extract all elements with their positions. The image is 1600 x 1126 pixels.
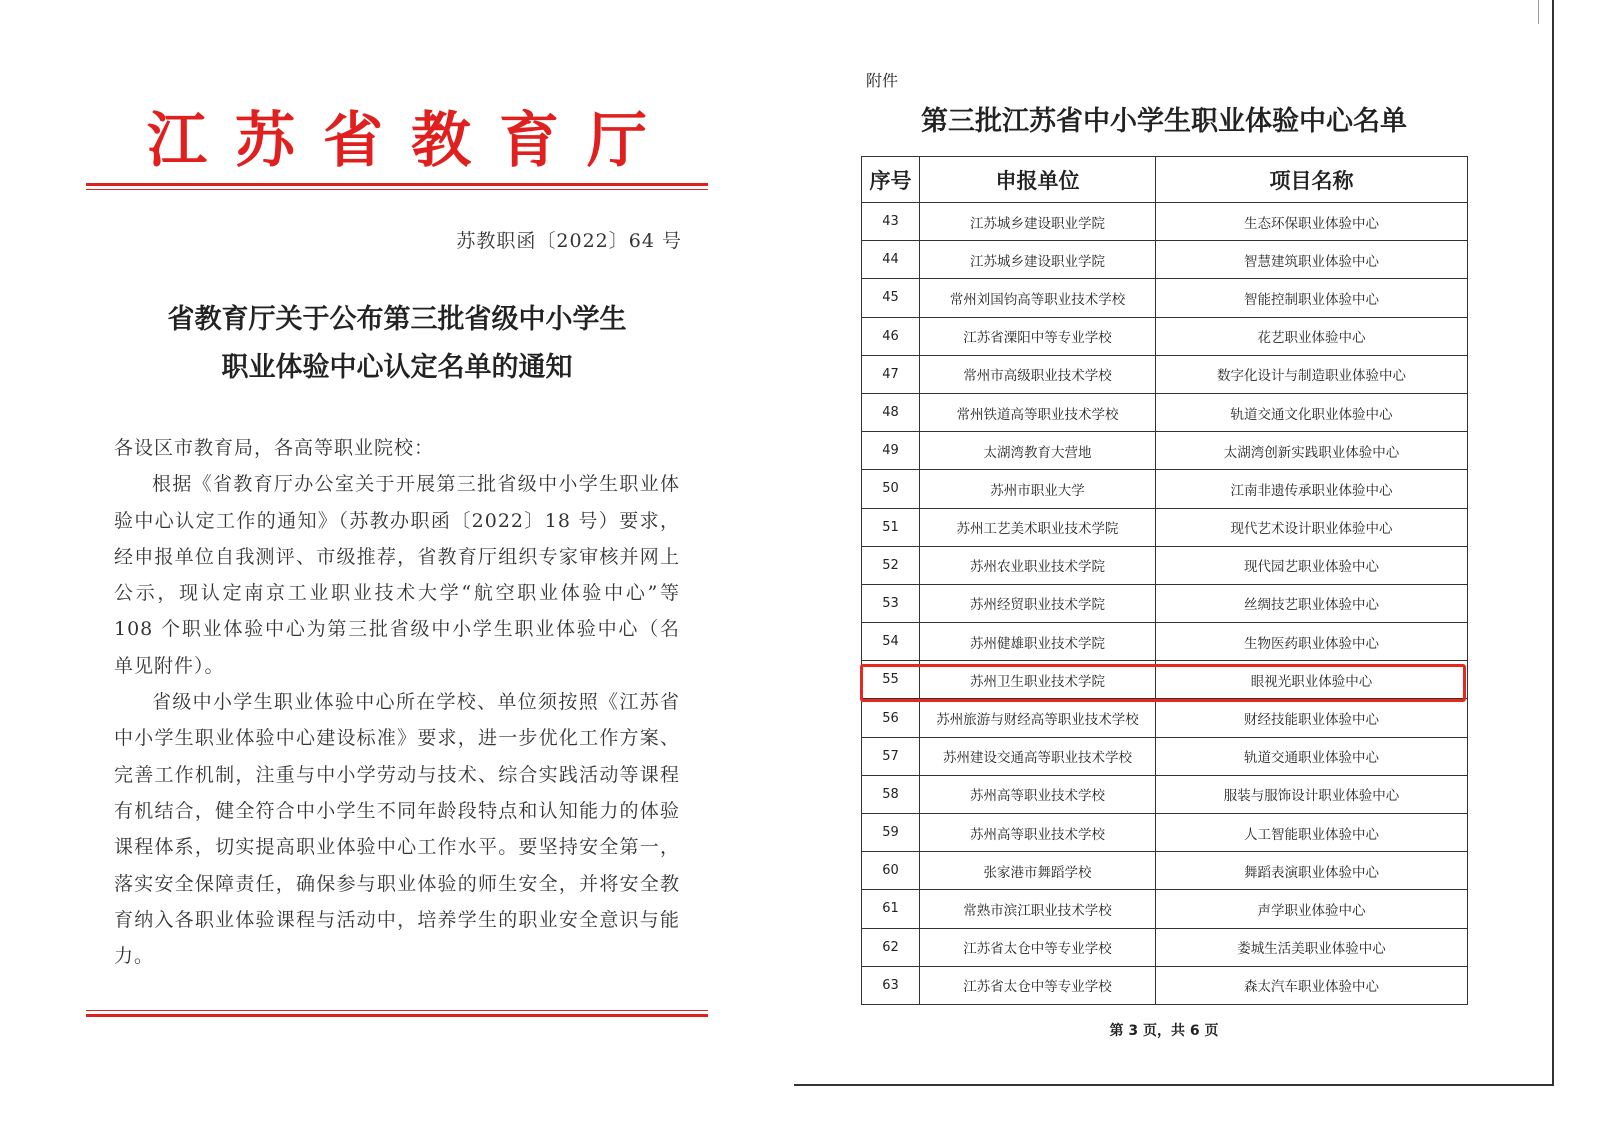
cell-seq: 51	[862, 508, 920, 546]
cell-project: 智能控制职业体验中心	[1156, 279, 1468, 317]
cell-project: 轨道交通职业体验中心	[1156, 737, 1468, 775]
cell-seq: 49	[862, 432, 920, 470]
table-row	[862, 584, 1468, 622]
cell-project: 人工智能职业体验中心	[1156, 814, 1468, 852]
notice-page	[0, 0, 770, 1126]
notice-title	[86, 296, 708, 392]
column-header-unit: 申报单位	[920, 157, 1156, 203]
cell-unit: 常州刘国钧高等职业技术学校	[920, 279, 1156, 317]
body-paragraph: 省级中小学生职业体验中心所在学校、单位须按照《江苏省中小学生职业体验中心建设标准》要求，进一步优化工作方案、完善工作机制，注重与中小学劳动与技术、综合实践活动等课程有机结合，健全符合中小学生不同年龄段特点和认知能力的体验课程体系，切实提高职业体验中心工作水平。要坚持安全第一，落实安全保障责任，确保参与职业体验的师生安全，并将安全教育纳入各职业体验课程与活动中，培养学生的职业安全意识与能力。	[114, 691, 680, 968]
cell-seq: 45	[862, 279, 920, 317]
notice-body	[114, 430, 680, 974]
org-header: 江苏省教育厅	[147, 106, 675, 176]
cell-seq: 44	[862, 241, 920, 279]
cell-project: 舞蹈表演职业体验中心	[1156, 852, 1468, 890]
table-row	[862, 890, 1468, 928]
cell-project: 娄城生活美职业体验中心	[1156, 928, 1468, 966]
column-header-seq: 序号	[862, 157, 920, 203]
cell-unit: 苏州农业职业技术学院	[920, 546, 1156, 584]
cell-seq: 63	[862, 966, 920, 1004]
cell-seq: 54	[862, 623, 920, 661]
table-header-row	[862, 157, 1468, 203]
cell-project: 智慧建筑职业体验中心	[1156, 241, 1468, 279]
cell-project: 数字化设计与制造职业体验中心	[1156, 355, 1468, 393]
table-row	[862, 699, 1468, 737]
table-row	[862, 775, 1468, 813]
cell-seq: 53	[862, 584, 920, 622]
cell-seq: 57	[862, 737, 920, 775]
table-row	[862, 737, 1468, 775]
cell-project: 眼视光职业体验中心	[1156, 661, 1468, 699]
table-row	[862, 852, 1468, 890]
cell-seq: 60	[862, 852, 920, 890]
table-row	[862, 661, 1468, 699]
cell-seq: 62	[862, 928, 920, 966]
notice-title-line: 职业体验中心认定名单的通知	[221, 352, 573, 383]
table-row	[862, 203, 1468, 241]
table-row	[862, 966, 1468, 1004]
salutation: 各设区市教育局，各高等职业院校：	[114, 437, 435, 459]
footer-red-rule	[86, 1014, 708, 1017]
cell-seq: 56	[862, 699, 920, 737]
table-row	[862, 317, 1468, 355]
cell-unit: 张家港市舞蹈学校	[920, 852, 1156, 890]
cell-unit: 江苏省溧阳中等专业学校	[920, 317, 1156, 355]
cell-project: 轨道交通文化职业体验中心	[1156, 393, 1468, 431]
cell-project: 丝绸技艺职业体验中心	[1156, 584, 1468, 622]
table-row	[862, 241, 1468, 279]
cell-unit: 江苏城乡建设职业学院	[920, 241, 1156, 279]
cell-unit: 苏州经贸职业技术学院	[920, 584, 1156, 622]
cell-seq: 58	[862, 775, 920, 813]
attachment-label: 附件	[866, 71, 899, 90]
table-row	[862, 355, 1468, 393]
cell-seq: 47	[862, 355, 920, 393]
body-paragraph: 根据《省教育厅办公室关于开展第三批省级中小学生职业体验中心认定工作的通知》（苏教办职函〔2022〕18 号）要求，经申报单位自我测评、市级推荐，省教育厅组织专家审核并网上公示，现认定南京工业职业技术大学“航空职业体验中心”等 108 个职业体验中心为第三批省级中小学生职业体验中心（名单见附件）。	[114, 473, 680, 677]
cell-seq: 52	[862, 546, 920, 584]
cell-project: 太湖湾创新实践职业体验中心	[1156, 432, 1468, 470]
document-number: 苏教职函〔2022〕64 号	[456, 230, 682, 252]
experience-center-table	[861, 156, 1468, 1005]
page-footer: 第 3 页，共 6 页	[1109, 1023, 1219, 1039]
cell-project: 服装与服饰设计职业体验中心	[1156, 775, 1468, 813]
notice-title-line: 省教育厅关于公布第三批省级中小学生	[167, 304, 627, 335]
cell-project: 现代园艺职业体验中心	[1156, 546, 1468, 584]
cell-project: 江南非遗传承职业体验中心	[1156, 470, 1468, 508]
cell-project: 现代艺术设计职业体验中心	[1156, 508, 1468, 546]
column-header-project: 项目名称	[1156, 157, 1468, 203]
cell-seq: 43	[862, 203, 920, 241]
header-red-rule-thin	[86, 189, 708, 190]
cell-unit: 苏州市职业大学	[920, 470, 1156, 508]
table-row	[862, 279, 1468, 317]
page-edge	[1538, 0, 1539, 24]
cell-unit: 江苏城乡建设职业学院	[920, 203, 1156, 241]
cell-unit: 常州市高级职业技术学校	[920, 355, 1156, 393]
table-row	[862, 623, 1468, 661]
cell-seq: 55	[862, 661, 920, 699]
cell-unit: 常熟市滨江职业技术学校	[920, 890, 1156, 928]
cell-unit: 太湖湾教育大营地	[920, 432, 1156, 470]
cell-project: 声学职业体验中心	[1156, 890, 1468, 928]
cell-project: 财经技能职业体验中心	[1156, 699, 1468, 737]
cell-unit: 苏州旅游与财经高等职业技术学校	[920, 699, 1156, 737]
header-red-rule	[86, 183, 708, 186]
cell-seq: 61	[862, 890, 920, 928]
cell-unit: 苏州健雄职业技术学院	[920, 623, 1156, 661]
cell-project: 花艺职业体验中心	[1156, 317, 1468, 355]
cell-unit: 常州铁道高等职业技术学校	[920, 393, 1156, 431]
cell-unit: 苏州高等职业技术学校	[920, 775, 1156, 813]
table-row	[862, 928, 1468, 966]
cell-project: 森太汽车职业体验中心	[1156, 966, 1468, 1004]
cell-seq: 46	[862, 317, 920, 355]
cell-unit: 苏州卫生职业技术学院	[920, 661, 1156, 699]
table-row	[862, 508, 1468, 546]
cell-project: 生态环保职业体验中心	[1156, 203, 1468, 241]
cell-unit: 江苏省太仓中等专业学校	[920, 928, 1156, 966]
table-row	[862, 393, 1468, 431]
cell-seq: 48	[862, 393, 920, 431]
cell-unit: 江苏省太仓中等专业学校	[920, 966, 1156, 1004]
table-row	[862, 814, 1468, 852]
table-row	[862, 470, 1468, 508]
list-title: 第三批江苏省中小学生职业体验中心名单	[921, 106, 1407, 137]
cell-seq: 50	[862, 470, 920, 508]
cell-project: 生物医药职业体验中心	[1156, 623, 1468, 661]
cell-unit: 苏州高等职业技术学校	[920, 814, 1156, 852]
table-row	[862, 546, 1468, 584]
cell-seq: 59	[862, 814, 920, 852]
cell-unit: 苏州工艺美术职业技术学院	[920, 508, 1156, 546]
cell-unit: 苏州建设交通高等职业技术学校	[920, 737, 1156, 775]
footer-red-rule-thin	[86, 1010, 708, 1011]
table-row	[862, 432, 1468, 470]
